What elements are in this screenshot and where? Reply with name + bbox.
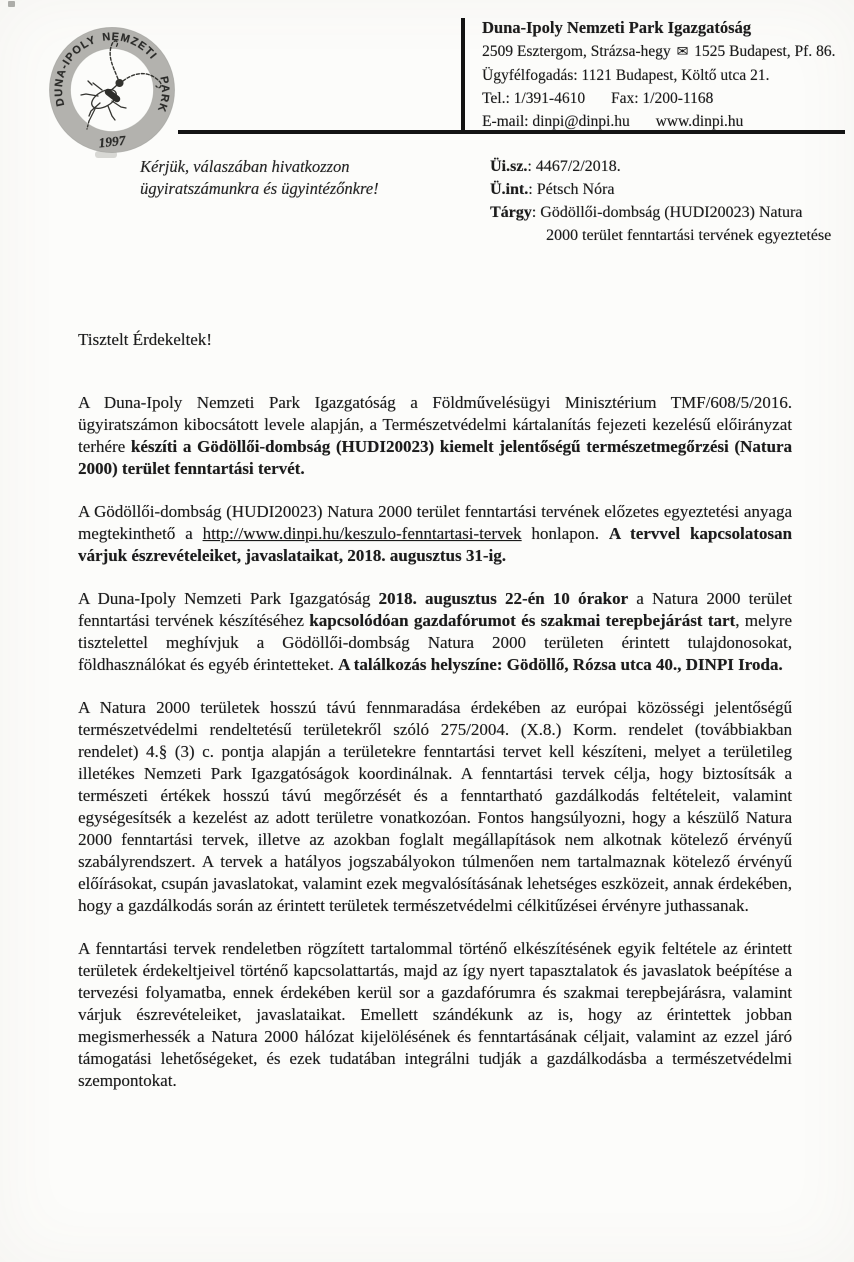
paragraph-4	[78, 697, 792, 917]
subject-value: Gödöllői-dombság (HUDI20023) Natura 2000 terület fenntartási tervének egyeztetése	[540, 204, 832, 244]
text-segment: készíti a Gödöllői-dombság (HUDI20023) kiemelt jelentőségű természetmegőrzési (Natura 2000) terület fenntartási tervét.	[78, 437, 792, 478]
reference-block	[490, 155, 835, 247]
officer-label: Ü.int.	[490, 181, 529, 198]
case-number-value: 4467/2/2018.	[535, 158, 621, 175]
text-segment: A Gödöllői-dombság (HUDI20023) Natura 2000 terület fenntartási tervének előzetes egyeztetési anyaga megtekinthető a	[78, 502, 792, 543]
header-email-line	[482, 110, 847, 133]
paragraph-2	[78, 501, 792, 567]
header-phone-line	[482, 87, 847, 110]
salutation: Tisztelt Érdekeltek!	[78, 330, 212, 349]
tel-number: Tel.: 1/391-4610	[482, 90, 586, 107]
officer-value: Pétsch Nóra	[536, 181, 615, 198]
svg-text:PARK: PARK	[154, 75, 172, 115]
address-part1: 2509 Esztergom, Strázsa-hegy	[482, 43, 671, 60]
subject-label: Tárgy	[490, 204, 532, 221]
officer-row: Ü.int.: Pétsch Nóra	[490, 181, 615, 198]
header-office-line: Ügyfélfogadás: 1121 Budapest, Költő utca 21.	[482, 67, 770, 84]
text-segment: A Duna-Ipoly Nemzeti Park Igazgatóság	[78, 589, 379, 608]
reference-note	[140, 156, 379, 200]
case-number-row: Üi.sz.: 4467/2/2018.	[490, 158, 621, 175]
header-divider	[461, 18, 465, 132]
text-segment: A tervvel kapcsolatosan várjuk észrevételeiket, javaslataikat, 2018. augusztus 31-ig.	[78, 524, 792, 565]
org-name: Duna-Ipoly Nemzeti Park Igazgatóság	[482, 18, 752, 37]
fax-number: Fax: 1/200-1168	[610, 90, 714, 107]
letter-body	[78, 392, 792, 1113]
scan-artifact	[8, 1, 15, 7]
plans-url-link[interactable]: http://www.dinpi.hu/keszulo-fenntartasi-tervek	[202, 524, 522, 543]
text-segment: 2018. augusztus 22-én 10 órakor	[378, 589, 629, 608]
subject-row: Tárgy: Gödöllői-dombság (HUDI20023) Natura 2000 terület fenntartási tervének egyeztetése	[490, 204, 832, 244]
case-number-label: Üi.sz.	[490, 158, 528, 175]
text-segment: A Natura 2000 területek hosszú távú fennmaradása érdekében az európai közösségi jelentőségű természetvédelmi rendeltetésű területekről szóló 275/2004. (X.8.) Korm. rendelet (továbbiakban rendelet) 4.§ (3) c. pontja alapján a területekre fenntartási tervet kell készíteni, melyet a területileg illetékes Nemzeti Park Igazgatóságok koordinálnak. A fenntartási tervek célja, hogy biztosítsák a természeti értékek hosszú távú megőrzését és a fenntartható gazdálkodás feltételeit, valamint egységesítsék a kezelést az adott területre vonatkozóan. Fontos hangsúlyozni, hogy a készülő Natura 2000 fenntartási tervek, illetve az azokban foglalt megállapítások nem alkotnak kötelező érvényű szabályrendszert. A tervek a hatályos jogszabályokon túlmenően nem tartalmaznak kötelező érvényű előírásokat, csupán javaslatokat, valamint ezek megvalósításának lehetséges eszközeit, annak érdekében, hogy a gazdálkodás során az érintett területek természetvédelmi célkitűzései érvényre juthassanak.	[78, 698, 792, 915]
paragraph-1	[78, 392, 792, 480]
text-segment: A Duna-Ipoly Nemzeti Park Igazgatóság a Földművelésügyi Minisztérium TMF/608/5/2016. ügyiratszámon kibocsátott levele alapján, a Természetvédelmi kártalanítás fejezeti kezelésű előirányzat terhére	[78, 393, 792, 456]
header-address-line	[482, 40, 847, 64]
text-segment: A találkozás helyszíne: Gödöllő, Rózsa utca 40., DINPI Iroda.	[338, 655, 783, 674]
reference-note-line2: ügyiratszámunkra és ügyintézőnkre!	[140, 179, 379, 198]
envelope-icon: ✉	[676, 45, 689, 60]
website-url: www.dinpi.hu	[655, 113, 744, 130]
paragraph-5	[78, 938, 792, 1092]
address-part2: 1525 Budapest, Pf. 86.	[694, 43, 836, 60]
svg-text:NEMZETI: NEMZETI	[101, 30, 160, 63]
reference-note-line1: Kérjük, válaszában hivatkozzon	[140, 157, 350, 176]
text-segment: A fenntartási tervek rendeletben rögzített tartalommal történő elkészítésének egyik feltétele az érintett területek érdekeltjeivel történő kapcsolattartás, majd az így nyert tapasztalatok és javaslatok beépítése a tervezési folyamatba, ennek érdekében kerül sor a gazdafórumra és szakmai terepbejárásra, valamint várjuk észrevételeiket, javaslataikat. Emellett szándékunk az is, hogy az érintettek jobban megismerhessék a Natura 2000 hálózat kijelölésének és fenntartásának céljait, valamint az ezzel járó támogatási lehetőségeket, és ezek tudatában integrálni tudják a gazdálkodásba a természetvédelmi szempontokat.	[78, 939, 792, 1090]
svg-text:DUNA-IPOLY: DUNA-IPOLY	[52, 33, 99, 108]
text-segment: honlapon.	[521, 524, 609, 543]
text-segment: kapcsolódóan gazdafórumot és szakmai terepbejárást tart	[309, 611, 736, 630]
text-segment: , melyre tisztelettel meghívjuk a Gödöllői-dombság Natura 2000 területen érintett tulajdonosokat, földhasználókat és egyéb érintetteket.	[78, 611, 792, 674]
paragraph-3	[78, 588, 792, 676]
letterhead	[482, 16, 847, 133]
email-address: E-mail: dinpi@dinpi.hu	[482, 113, 630, 130]
logo-year: 1997	[97, 132, 127, 151]
dinpi-logo	[46, 24, 178, 156]
text-segment: a Natura 2000 terület fenntartási tervének készítéséhez	[78, 589, 792, 630]
